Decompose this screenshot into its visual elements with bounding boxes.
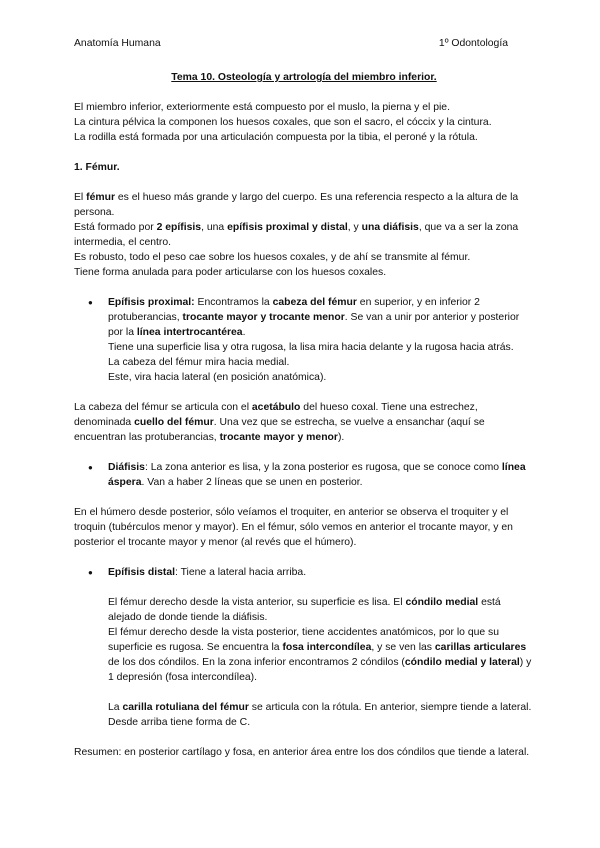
list-item-epifisis-distal: ● Epífisis distal: Tiene a lateral hacia arriba. <box>74 565 534 580</box>
femur-paragraph-4: Tiene forma anulada para poder articularse con los huesos coxales. <box>74 267 387 278</box>
bullet-list-distal <box>74 565 534 580</box>
distal-paragraph-1: El fémur derecho desde la vista anterior, su superficie es lisa. El cóndilo medial está alejado de donde tiende la diáfisis. <box>108 597 501 623</box>
proximal-line-2: Tiene una superficie lisa y otra rugosa, la lisa mira hacia delante y la rugosa hacia atrás. <box>108 342 514 353</box>
femur-paragraph-2: Está formado por 2 epífisis, una epífisis proximal y distal, y una diáfisis, que va a ser la zona intermedia, el centro. <box>74 222 519 248</box>
femur-paragraph-1: El fémur es el hueso más grande y largo del cuerpo. Es una referencia respecto a la altura de la persona. <box>74 192 519 218</box>
proximal-line-3: La cabeza del fémur mira hacia medial. <box>108 357 290 368</box>
header-course: Anatomía Humana <box>74 38 161 49</box>
page-header <box>74 36 508 51</box>
distal-details <box>74 595 534 730</box>
bullet-list-proximal <box>74 295 534 385</box>
intro-line-3: La rodilla está formada por una articulación compuesta por la tibia, el peroné y la rótula. <box>74 132 478 143</box>
distal-paragraph-2: El fémur derecho desde la vista posterior, tiene accidentes anatómicos, por lo que su superficie es rugosa. Se encuentra la fosa intercondílea, y se ven las carillas articulares de los dos cóndilos. En la zona inferior encontramos 2 cóndilos (cóndilo medial y lateral) y 1 depresión (fosa intercondílea). <box>108 627 532 683</box>
bullet-list-diafisis <box>74 460 534 490</box>
intro-line-2: La cintura pélvica la componen los huesos coxales, que son el sacro, el cóccix y la cintura. <box>74 117 492 128</box>
document-title: Tema 10. Osteología y artrología del miembro inferior. <box>171 72 437 83</box>
femur-paragraph-3: Es robusto, todo el peso cae sobre los huesos coxales, y de ahí se transmite al fémur. <box>74 252 471 263</box>
header-degree: 1º Odontología <box>438 38 508 49</box>
head-paragraph: La cabeza del fémur se articula con el acetábulo del hueso coxal. Tiene una estrechez, denominada cuello del fémur. Una vez que se estrecha, se vuelve a ensanchar (aquí se encuentran las protuberancias, trocante mayor y menor). <box>74 402 485 443</box>
resumen-paragraph: Resumen: en posterior cartílago y fosa, en anterior área entre los dos cóndilos que tiende a lateral. <box>74 747 530 758</box>
list-item-diafisis: ● Diáfisis: La zona anterior es lisa, y la zona posterior es rugosa, que se conoce como línea áspera. Van a haber 2 líneas que se unen en posterior. <box>74 460 534 490</box>
document-body <box>74 70 534 760</box>
proximal-line-4: Este, vira hacia lateral (en posición anatómica). <box>108 372 327 383</box>
distal-paragraph-3: La carilla rotuliana del fémur se articula con la rótula. En anterior, siempre tiende a lateral. Desde arriba tiene forma de C. <box>108 702 532 728</box>
intro-line-1: El miembro inferior, exteriormente está compuesto por el muslo, la pierna y el pie. <box>74 102 450 113</box>
list-item-epifisis-proximal: ● Epífisis proximal: Encontramos la cabeza del fémur en superior, y en inferior 2 protuberancias, trocante mayor y trocante menor. Se van a unir por anterior y posterior por la línea intertrocantérea. Tiene una superficie lisa y otra rugosa, la lisa mira hacia delante y la rugosa hacia atrás. La cabeza del fémur mira hacia medial. Este, vira hacia lateral (en posición anatómica). <box>74 295 534 385</box>
section-heading-femur: 1. Fémur. <box>74 162 120 173</box>
humero-paragraph: En el húmero desde posterior, sólo veíamos el troquiter, en anterior se observa el troquiter y el troquin (tubérculos menor y mayor). En el fémur, sólo vemos en anterior el trocante mayor, y en posterior el trocante mayor y menor (al revés que el húmero). <box>74 507 513 548</box>
